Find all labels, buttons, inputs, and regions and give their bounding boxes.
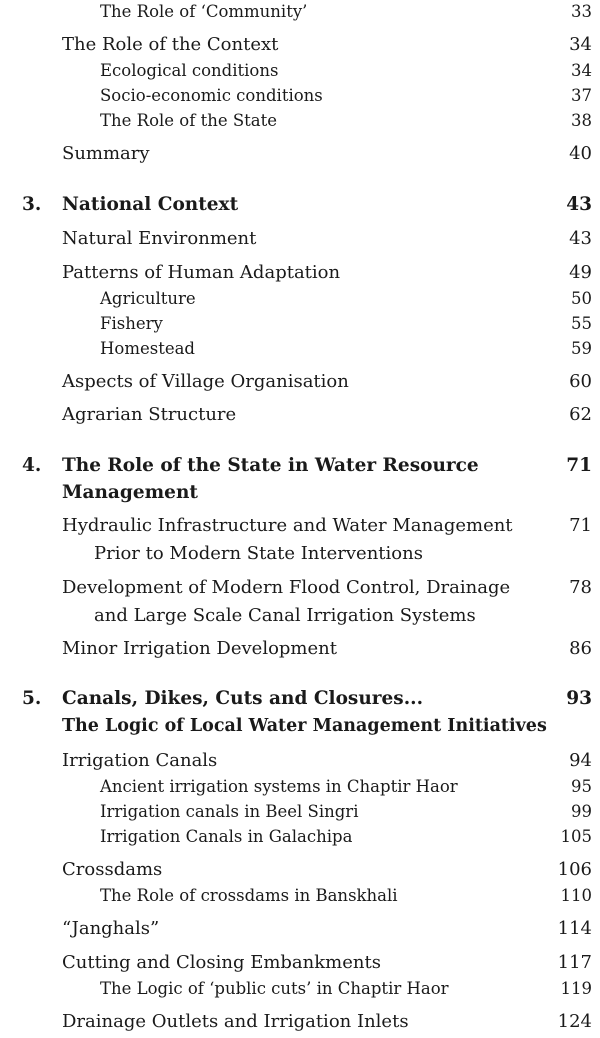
- toc-entry-title: “Janghals”: [62, 918, 160, 939]
- toc-entry-page: 106: [557, 859, 592, 880]
- toc-entry-page: 40: [569, 143, 592, 164]
- toc-entry-title-line2: and Large Scale Canal Irrigation Systems: [94, 605, 476, 626]
- toc-entry-page: 49: [569, 262, 592, 283]
- toc-entry-title-line1: Development of Modern Flood Control, Drainage: [62, 577, 511, 598]
- chapter-title-line1: Canals, Dikes, Cuts and Closures...: [62, 688, 424, 709]
- chapter-number: 4.: [22, 455, 42, 476]
- toc-entry-page: 78: [569, 577, 592, 598]
- chapter-page: 43: [566, 194, 592, 215]
- toc-entry-page: 95: [571, 777, 592, 796]
- toc-entry-page: 50: [571, 289, 592, 308]
- toc-entry-page: 117: [557, 952, 592, 973]
- toc-entry-title: The Role of ‘Community’: [100, 2, 308, 21]
- toc-entry-page: 34: [569, 34, 592, 55]
- toc-entry-page: 119: [560, 979, 592, 998]
- toc-entry-title: The Role of the State: [100, 111, 278, 130]
- toc-entry-title: Agriculture: [100, 289, 196, 308]
- toc-entry-title: Crossdams: [62, 859, 163, 880]
- toc-entry-title: Natural Environment: [62, 228, 257, 249]
- toc-entry-page: 62: [569, 404, 592, 425]
- toc-entry-page: 71: [569, 515, 592, 536]
- toc-entry-page: 86: [569, 638, 592, 659]
- toc-entry-title-line2: Prior to Modern State Interventions: [94, 543, 423, 564]
- toc-entry-title: Ancient irrigation systems in Chaptir Haor: [100, 777, 458, 796]
- toc-entry-title: Aspects of Village Organisation: [62, 371, 349, 392]
- toc-entry-title: Irrigation Canals: [62, 750, 218, 771]
- toc-entry-page: 60: [569, 371, 592, 392]
- toc-entry-title: Drainage Outlets and Irrigation Inlets: [62, 1011, 409, 1032]
- toc-entry-page: 110: [560, 886, 592, 905]
- toc-entry-page: 37: [571, 86, 592, 105]
- toc-entry-page: 99: [571, 802, 592, 821]
- chapter-number: 3.: [22, 194, 42, 215]
- chapter-number: 5.: [22, 688, 42, 709]
- toc-entry-page: 94: [569, 750, 592, 771]
- toc-entry-page: 124: [557, 1011, 592, 1032]
- toc-entry-title: Patterns of Human Adaptation: [62, 262, 341, 283]
- toc-entry-title: The Role of the Context: [62, 34, 279, 55]
- chapter-page: 71: [566, 455, 592, 476]
- chapter-title: National Context: [62, 194, 239, 215]
- toc-entry-title-line1: Hydraulic Infrastructure and Water Management: [62, 515, 513, 536]
- toc-entry-title: The Logic of ‘public cuts’ in Chaptir Haor: [100, 979, 449, 998]
- toc-entry-page: 33: [571, 2, 592, 21]
- toc-entry-title: Minor Irrigation Development: [62, 638, 337, 659]
- toc-entry-title: Socio-economic conditions: [100, 86, 323, 105]
- toc-entry-title: The Role of crossdams in Banskhali: [100, 886, 398, 905]
- toc-entry-title: Cutting and Closing Embankments: [62, 952, 381, 973]
- toc-entry-page: 114: [557, 918, 592, 939]
- chapter-title-line1: The Role of the State in Water Resource: [62, 455, 479, 476]
- toc-entry-page: 59: [571, 339, 592, 358]
- toc-entry-title: Fishery: [100, 314, 163, 333]
- toc-entry-page: 38: [571, 111, 592, 130]
- toc-entry-title: Irrigation Canals in Galachipa: [100, 827, 353, 846]
- chapter-title-line2: Management: [62, 482, 198, 503]
- toc-entry-title: Homestead: [100, 339, 195, 358]
- toc-entry-title: Irrigation canals in Beel Singri: [100, 802, 359, 821]
- toc-entry-page: 105: [560, 827, 592, 846]
- toc-entry-title: Ecological conditions: [100, 61, 279, 80]
- toc-entry-title: Agrarian Structure: [62, 404, 237, 425]
- toc-entry-page: 55: [571, 314, 592, 333]
- toc-entry-title: Summary: [62, 143, 150, 164]
- chapter-title-line2: The Logic of Local Water Management Initiatives: [62, 716, 547, 736]
- toc-entry-page: 43: [569, 228, 592, 249]
- toc-entry-page: 34: [571, 61, 592, 80]
- chapter-page: 93: [566, 688, 592, 709]
